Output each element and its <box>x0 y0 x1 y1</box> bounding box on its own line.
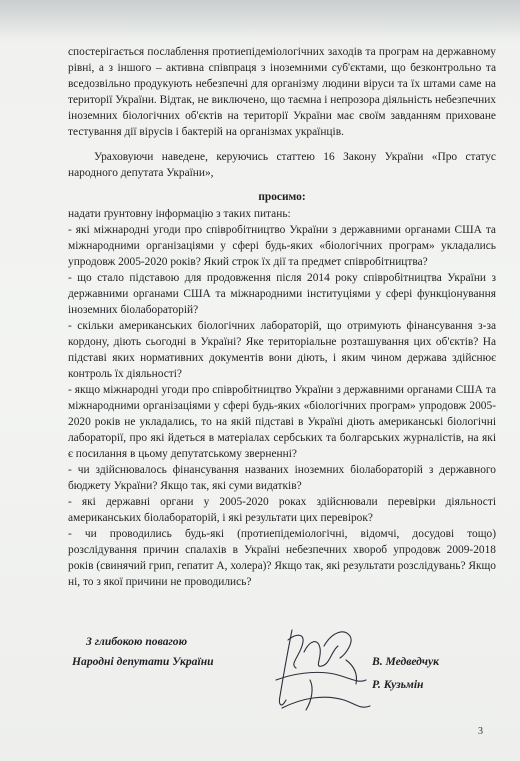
question-item: - які міжнародні угоди про співробітництво України з державними органами США та міжнародними організаціями у сфері будь-яких «біологічних програм» укладались упродовж 2005-2020 років? Який строк їх дії та предмет співробітництва? <box>68 224 496 268</box>
request-intro: надати ґрунтовну інформацію з таких питань: <box>68 208 291 220</box>
page-number: 3 <box>478 726 483 737</box>
closing-title: Народні депутати України <box>72 655 214 668</box>
closing-block <box>72 632 214 672</box>
document-body <box>68 44 496 590</box>
signatories <box>372 650 439 696</box>
request-heading: просимо: <box>258 191 306 203</box>
question-item: - скільки американських біологічних лабораторій, що отримують фінансування з-за кордону, діють сьогодні в Україні? Яке територіальне розташування цих об'єктів? На підставі яких нормативних документів вони діють, і яким чином держава здійснює контроль їх діяльності? <box>68 320 496 380</box>
scan-shadow <box>0 0 520 40</box>
signatory-name: Р. Кузьмін <box>372 678 424 691</box>
question-item: - чи проводились будь-які (протиепідеміологічні, відомчі, досудові тощо) розслідування причин спалахів в Україні небезпечних хвороб упродовж 2009-2018 років (свинячий грип, гепатит А, холера)? Якщо так, які результати розслідувань? Якщо ні, то з якої причини не проводились? <box>68 528 496 588</box>
paragraph-reference: Ураховуючи наведене, керуючись статтею 16 Закону України «Про статус народного депутата України», <box>68 151 496 179</box>
question-item: - що стало підставою для продовження після 2014 року співробітництва України з державними органами США та міжнародними інституціями у сфері функціонування іноземних біолабораторій? <box>68 272 496 316</box>
signatory-name: В. Медведчук <box>372 655 440 668</box>
question-item: - якщо міжнародні угоди про співробітництво України з державними органами США та міжнародними організаціями у сфері будь-яких «біологічних програм» упродовж 2005-2020 років не укладались, то на якій підставі в Україні діють американські біологічні лабораторії, про які йдеться в матеріалах сербських та болгарських журналістів, на які є посилання в цьому депутатському зверненні? <box>68 384 496 460</box>
question-item: - які державні органи у 2005-2020 роках здійснювали перевірки діяльності американських біолабораторій, і які результати цих перевірок? <box>68 496 496 524</box>
closing-regards: З глибокою повагою <box>86 635 188 648</box>
paragraph-intro: спостерігається послаблення протиепідеміологічних заходів та програм на державному рівні, а з іншого – активна співпраця з іноземними суб'єктами, що безконтрольно та вседозвільно продукують небезпечні для організму людини віруси та їх штами саме на території України. Відтак, не виключено, що таємна і непрозора діяльність небезпечних іноземних біологічних об'єктів на території України має своїм завданням приховане тестування дії вірусів і бактерій на організмах українців. <box>68 46 496 138</box>
handwritten-signature <box>262 610 382 720</box>
question-item: - чи здійснювалось фінансування названих іноземних біолабораторій з державного бюджету України? Якщо так, які суми видатків? <box>68 464 496 492</box>
